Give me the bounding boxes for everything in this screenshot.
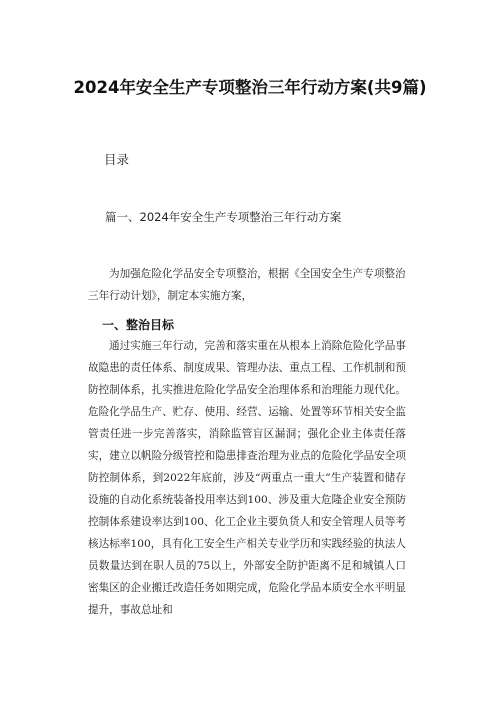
document-title: 2024年安全生产专项整治三年行动方案(共9篇) [73,78,427,97]
section-heading: 一、整治目标 [102,318,175,332]
intro-paragraph: 为加强危险化学品安全专项整治，根据《全国安全生产专项整治三年行动计划》，制定本实施方案， [88,268,406,302]
chapter-title: 篇一、2024年安全生产专项整治三年行动方案 [105,210,342,224]
body-paragraph: 通过实施三年行动，完善和落实重在从根本上消除危险化学品事故隐患的责任体系、制度成果、管理办法、重点工程、工作机制和预防控制体系，扎实推进危险化学品安全治理体系和治理能力现代化。危险化学品生产、贮存、使用、经营、运输、处置等环节相关安全监管责任进一步完善落实，消除监管盲区漏洞；强化企业主体责任落实，建立以帆险分级管控和隐患排查治理为业点的危险化学品安全项防控制体系，到2022年底前，涉及“两重点一重大”生产装置和储存设施的自动化系统装备投用率达到100、涉及重大危隆企业安全预防控制体系建设率达到100、化工企业主要负货人和安全管理人员等考核达标率100，具有化工安全生产相关专业学历和实践经验的执法人员数量达到在职人员的75以上，外部安全防护距离不足和城镇人口密集区的企业搬迁改造任务如期完成，危险化学品本质安全水平明显提升，事故总址和 [88,340,406,616]
toc-label: 目录 [104,152,130,167]
